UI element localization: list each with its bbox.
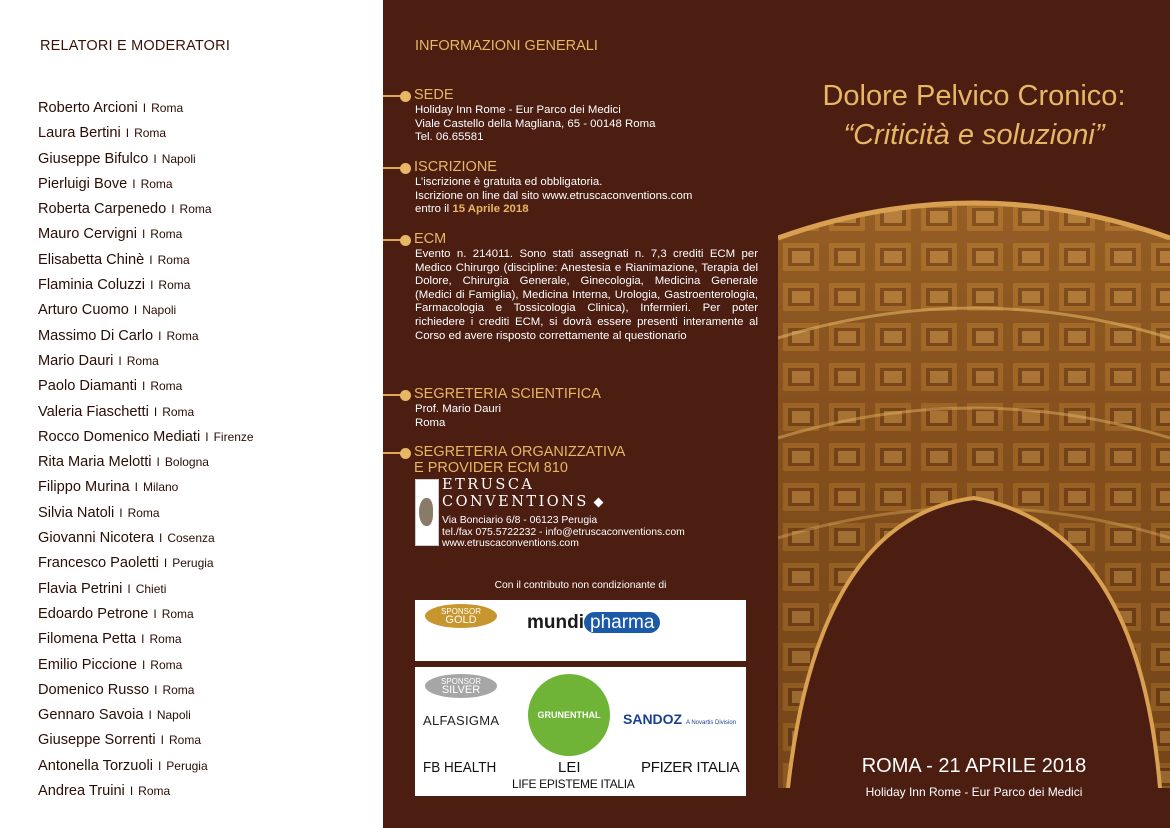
- speaker-item: [38, 248, 378, 273]
- silver-sponsor-box: [415, 667, 746, 796]
- speaker-separator: I: [118, 353, 122, 368]
- scientifica-line: Roma: [415, 416, 446, 429]
- pharma-text: pharma: [584, 612, 660, 633]
- speaker-separator: I: [141, 227, 146, 242]
- iscrizione-deadline-date: 15 Aprile 2018: [452, 203, 529, 216]
- cover-panel: [778, 0, 1170, 828]
- sede-line: Holiday Inn Rome - Eur Parco dei Medici: [415, 104, 621, 116]
- sede-line: Viale Castello della Magliana, 65 - 00148 Roma: [415, 117, 656, 130]
- speaker-city: Roma: [134, 126, 167, 141]
- speaker-item: [38, 374, 378, 399]
- etrusca-contact: tel./fax 075.5722232 - info@etruscaconventions.com: [442, 526, 685, 538]
- speaker-separator: I: [171, 202, 175, 217]
- speaker-name: Rocco Domenico Mediati: [38, 428, 201, 445]
- bullet-dot-icon: [400, 91, 411, 102]
- speakers-title: RELATORI E MODERATORI: [40, 38, 231, 54]
- speaker-separator: I: [132, 176, 136, 191]
- sandoz-text: SANDOZ: [623, 711, 683, 727]
- speaker-item: [38, 96, 378, 121]
- speaker-name: Giovanni Nicotera: [38, 530, 154, 547]
- speaker-separator: I: [163, 556, 168, 571]
- speaker-city: Roma: [157, 252, 190, 267]
- speaker-city: Roma: [162, 682, 195, 697]
- speaker-separator: I: [127, 581, 131, 596]
- speaker-separator: I: [160, 733, 164, 748]
- iscrizione-section: [383, 159, 778, 217]
- speaker-name: Filippo Murina: [38, 479, 130, 496]
- gold-badge-line: GOLD: [445, 614, 477, 626]
- speaker-item: [38, 501, 378, 526]
- sandoz-sub: A Novartis Division: [686, 720, 737, 726]
- speaker-separator: I: [125, 126, 130, 141]
- speaker-name: Mauro Cervigni: [38, 226, 137, 243]
- iscrizione-head: ISCRIZIONE: [414, 159, 497, 175]
- lei-logo: LEI: [558, 759, 581, 776]
- speaker-item: [38, 425, 378, 450]
- ecm-head: ECM: [414, 231, 447, 247]
- etrusca-logo-icon: [415, 479, 439, 546]
- bullet-dot-icon: [400, 390, 411, 401]
- speaker-item: [38, 450, 378, 475]
- fbhealth-logo: FB HEALTH: [423, 759, 497, 776]
- sede-head: SEDE: [414, 87, 454, 103]
- ecm-section: [383, 231, 778, 343]
- speaker-item: [38, 273, 378, 298]
- speaker-item: [38, 475, 378, 500]
- speaker-name: Antonella Torzuoli: [38, 757, 153, 774]
- scientifica-line: Prof. Mario Dauri: [415, 403, 502, 415]
- pfizer-logo: PFIZER ITALIA: [641, 759, 740, 776]
- iscrizione-deadline-prefix: entro il: [415, 203, 453, 216]
- mundi-text: mundi: [527, 612, 584, 633]
- speaker-city: Firenze: [213, 429, 254, 444]
- speaker-name: Flavia Petrini: [38, 580, 123, 597]
- speaker-item: [38, 172, 378, 197]
- organizzativa-head: SEGRETERIA ORGANIZZATIVA: [414, 444, 626, 460]
- speaker-city: Roma: [150, 379, 183, 394]
- speaker-item: [38, 602, 378, 627]
- speaker-separator: I: [159, 531, 163, 546]
- speaker-separator: I: [156, 455, 160, 470]
- gold-sponsor-box: [415, 600, 746, 661]
- speaker-separator: I: [149, 252, 153, 267]
- speaker-separator: I: [205, 429, 209, 444]
- silver-badge-line: SILVER: [441, 684, 481, 696]
- speaker-city: Napoli: [161, 151, 196, 166]
- speaker-name: Roberto Arcioni: [38, 100, 138, 116]
- speaker-separator: I: [153, 151, 157, 166]
- speaker-name: Arturo Cuomo: [38, 302, 129, 319]
- gold-badge-line: SPONSOR: [440, 607, 481, 616]
- iscrizione-line: L’iscrizione è gratuita ed obbligatoria.: [415, 176, 603, 188]
- speaker-city: Bologna: [164, 455, 209, 470]
- organizzativa-section: [383, 444, 778, 476]
- speaker-item: [38, 678, 378, 703]
- speaker-separator: I: [142, 101, 147, 115]
- speaker-city: Cosenza: [167, 531, 215, 546]
- info-title: INFORMAZIONI GENERALI: [415, 38, 598, 54]
- speaker-item: [38, 779, 378, 804]
- speakers-list: [38, 96, 378, 804]
- speaker-item: [38, 324, 378, 349]
- speaker-city: Roma: [140, 176, 173, 191]
- speaker-city: Roma: [138, 784, 171, 799]
- speaker-item: [38, 197, 378, 222]
- sede-section: [383, 87, 778, 145]
- speaker-name: Domenico Russo: [38, 681, 150, 698]
- speakers-panel: [0, 0, 383, 828]
- speaker-city: Perugia: [166, 758, 208, 773]
- lei-subtitle: LIFE EPISTEME ITALIA: [512, 777, 635, 791]
- speaker-separator: I: [141, 632, 145, 647]
- speaker-name: Pierluigi Bove: [38, 175, 128, 192]
- speaker-item: [38, 728, 378, 753]
- event-date: ROMA - 21 APRILE 2018: [861, 755, 1087, 777]
- speaker-name: Massimo Di Carlo: [38, 327, 154, 344]
- scientifica-head: SEGRETERIA SCIENTIFICA: [414, 386, 601, 402]
- speaker-city: Roma: [158, 278, 191, 293]
- event-subtitle: “Criticità e soluzioni”: [843, 119, 1105, 151]
- ceiling-fresco-image: [778, 198, 1170, 788]
- speaker-separator: I: [158, 328, 162, 343]
- speaker-item: [38, 577, 378, 602]
- speaker-city: Roma: [150, 227, 183, 242]
- speaker-item: [38, 222, 378, 247]
- scientifica-section: [383, 386, 778, 430]
- speaker-name: Emilio Piccione: [38, 656, 137, 673]
- speaker-item: [38, 147, 378, 172]
- speaker-city: Roma: [162, 404, 195, 419]
- speaker-name: Giuseppe Sorrenti: [38, 732, 156, 749]
- speaker-city: Roma: [161, 606, 194, 621]
- speaker-name: Rita Maria Melotti: [38, 454, 152, 471]
- etrusca-logo-block: [415, 479, 745, 547]
- speaker-name: Valeria Fiaschetti: [38, 403, 149, 420]
- speaker-city: Roma: [127, 505, 160, 520]
- speaker-item: [38, 551, 378, 576]
- speaker-item: [38, 627, 378, 652]
- speaker-separator: I: [129, 784, 134, 799]
- event-title: Dolore Pelvico Cronico:: [822, 80, 1126, 112]
- conventions-name: CONVENTIONS: [442, 494, 589, 510]
- mundipharma-logo: [527, 612, 660, 634]
- speaker-city: Napoli: [142, 303, 177, 318]
- speaker-separator: I: [148, 708, 152, 723]
- sede-line: Tel. 06.65581: [415, 131, 484, 144]
- speaker-name: Mario Dauri: [38, 352, 114, 369]
- organizzativa-head-2: E PROVIDER ECM 810: [414, 460, 568, 476]
- speaker-item: [38, 653, 378, 678]
- silver-badge: [425, 674, 497, 698]
- diamond-icon: [593, 497, 603, 507]
- speaker-city: Napoli: [156, 708, 191, 723]
- speaker-separator: I: [134, 480, 138, 495]
- sandoz-logo: [623, 711, 736, 727]
- alfasigma-logo: ALFASIGMA: [423, 713, 500, 728]
- info-panel: [383, 0, 778, 828]
- etrusca-head-icon: [419, 498, 433, 526]
- bullet-dot-icon: [400, 163, 411, 174]
- bullet-dot-icon: [400, 235, 411, 246]
- iscrizione-line: Iscrizione on line dal sito www.etruscaconventions.com: [415, 189, 693, 202]
- event-place: Holiday Inn Rome - Eur Parco dei Medici: [865, 785, 1083, 799]
- gold-badge: [425, 604, 497, 628]
- speaker-name: Filomena Petta: [38, 631, 137, 648]
- etrusca-name: ETRUSCA: [442, 477, 535, 493]
- speaker-name: Laura Bertini: [38, 125, 121, 142]
- speaker-city: Milano: [143, 480, 179, 495]
- contrib-text: Con il contributo non condizionante di: [494, 580, 667, 591]
- speaker-name: Paolo Diamanti: [38, 378, 137, 395]
- speaker-name: Giuseppe Bifulco: [38, 150, 149, 167]
- speaker-city: Perugia: [172, 556, 214, 571]
- bullet-dot-icon: [400, 448, 411, 459]
- speaker-separator: I: [133, 303, 138, 318]
- speaker-item: [38, 349, 378, 374]
- etrusca-website: www.etruscaconventions.com: [442, 538, 579, 549]
- speaker-name: Silvia Natoli: [38, 504, 115, 521]
- speaker-name: Roberta Carpenedo: [38, 201, 167, 218]
- speaker-item: [38, 526, 378, 551]
- etrusca-address: Via Bonciario 6/8 - 06123 Perugia: [442, 515, 598, 526]
- speaker-item: [38, 400, 378, 425]
- speaker-separator: I: [119, 505, 123, 520]
- speaker-item: [38, 121, 378, 146]
- speaker-item: [38, 298, 378, 323]
- speaker-item: [38, 703, 378, 728]
- speaker-separator: I: [154, 682, 158, 697]
- speaker-city: Roma: [179, 202, 212, 217]
- speaker-city: Roma: [151, 101, 184, 115]
- speaker-item: [38, 754, 378, 779]
- speaker-city: Roma: [166, 328, 199, 343]
- speaker-name: Edoardo Petrone: [38, 605, 149, 622]
- speaker-city: Roma: [149, 632, 182, 647]
- speaker-city: Chieti: [135, 581, 167, 596]
- speaker-separator: I: [157, 758, 162, 773]
- speaker-separator: I: [153, 404, 158, 419]
- speaker-city: Roma: [168, 733, 201, 748]
- speaker-separator: I: [150, 278, 154, 293]
- speaker-name: Andrea Truini: [38, 783, 125, 800]
- speaker-separator: I: [153, 606, 157, 621]
- speaker-name: Gennaro Savoia: [38, 707, 144, 724]
- speaker-separator: I: [141, 379, 146, 394]
- silver-badge-line: SPONSOR: [440, 677, 481, 686]
- speaker-city: Roma: [126, 353, 159, 368]
- speaker-name: Elisabetta Chinè: [38, 251, 145, 268]
- grunenthal-logo: GRUNENTHAL: [528, 674, 610, 756]
- ecm-text: Evento n. 214011. Sono stati assegnati n. 7,3 crediti ECM per Medico Chirurgo (discipline: Anestesia e Rianimazione, Terapia del Dolore, Chirurgia Generale, Ginecologia, Medicina Generale (Medici di Famiglia), Medicina Interna, Urologia, Gastroenterologia, Farmacologia e Tossicologia Clinica), Infermieri. Per poter richiedere i crediti ECM, si dovrà essere presenti interamente al Corso ed avere risposto correttamente al questionario: [415, 248, 758, 342]
- speaker-name: Flaminia Coluzzi: [38, 277, 146, 294]
- speaker-name: Francesco Paoletti: [38, 555, 159, 572]
- speaker-separator: I: [141, 657, 146, 672]
- speaker-city: Roma: [150, 657, 183, 672]
